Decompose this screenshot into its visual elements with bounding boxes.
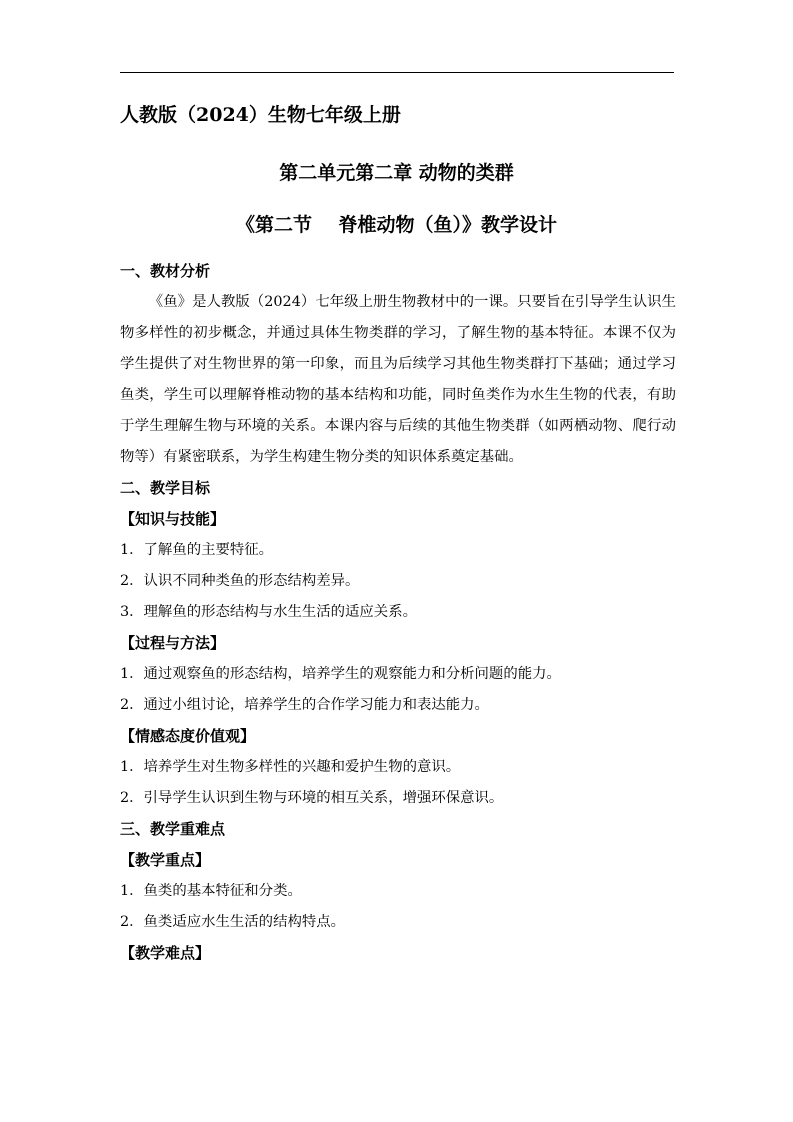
analysis-paragraph: 《鱼》是人教版（2024）七年级上册生物教材中的一课。只要旨在引导学生认识生物多样性的初步概念，并通过具体生物类群的学习，了解生物的基本特征。本课不仅为学生提供了对生物世界的第一印象，而且为后续学习其他生物类群打下基础；通过学习鱼类，学生可以理解脊椎动物的基本结构和功能，同时鱼类作为水生生物的代表，有助于学生理解生物与环境的关系。本课内容与后续的其他生物类群（如两栖动物、爬行动物等）有紧密联系，为学生构建生物分类的知识体系奠定基础。 (120, 294, 676, 465)
subheading-difficult-points: 【教学难点】 (120, 944, 211, 962)
section-heading-key-difficult-points: 三、教学重难点 (120, 820, 226, 838)
document-header: 人教版（2024）生物七年级上册 (120, 104, 401, 126)
lesson-title: 《第二节 脊椎动物（鱼）》教学设计 (236, 214, 557, 236)
list-item: 1．了解鱼的主要特征。 (120, 542, 274, 558)
subheading-knowledge-skills: 【知识与技能】 (120, 510, 226, 528)
subheading-emotion-values: 【情感态度价值观】 (120, 727, 256, 745)
list-item: 3．理解鱼的形态结构与水生生活的适应关系。 (120, 604, 417, 620)
subheading-process-methods: 【过程与方法】 (120, 634, 226, 652)
unit-title: 第二单元第二章 动物的类群 (279, 162, 514, 184)
section-heading-textbook-analysis: 一、教材分析 (120, 262, 211, 280)
header-rule (120, 72, 674, 73)
list-item: 1．鱼类的基本特征和分类。 (120, 883, 302, 899)
document-body (120, 256, 676, 969)
list-item: 2．引导学生认识到生物与环境的相互关系，增强环保意识。 (120, 790, 504, 806)
list-item: 2．鱼类适应水生生活的结构特点。 (120, 914, 346, 930)
list-item: 1．通过观察鱼的形态结构，培养学生的观察能力和分析问题的能力。 (120, 666, 561, 682)
list-item: 1．培养学生对生物多样性的兴趣和爱护生物的意识。 (120, 759, 461, 775)
list-item: 2．通过小组讨论，培养学生的合作学习能力和表达能力。 (120, 697, 489, 713)
subheading-key-points: 【教学重点】 (120, 851, 211, 869)
section-heading-teaching-goals: 二、教学目标 (120, 479, 211, 497)
list-item: 2．认识不同种类鱼的形态结构差异。 (120, 573, 360, 589)
